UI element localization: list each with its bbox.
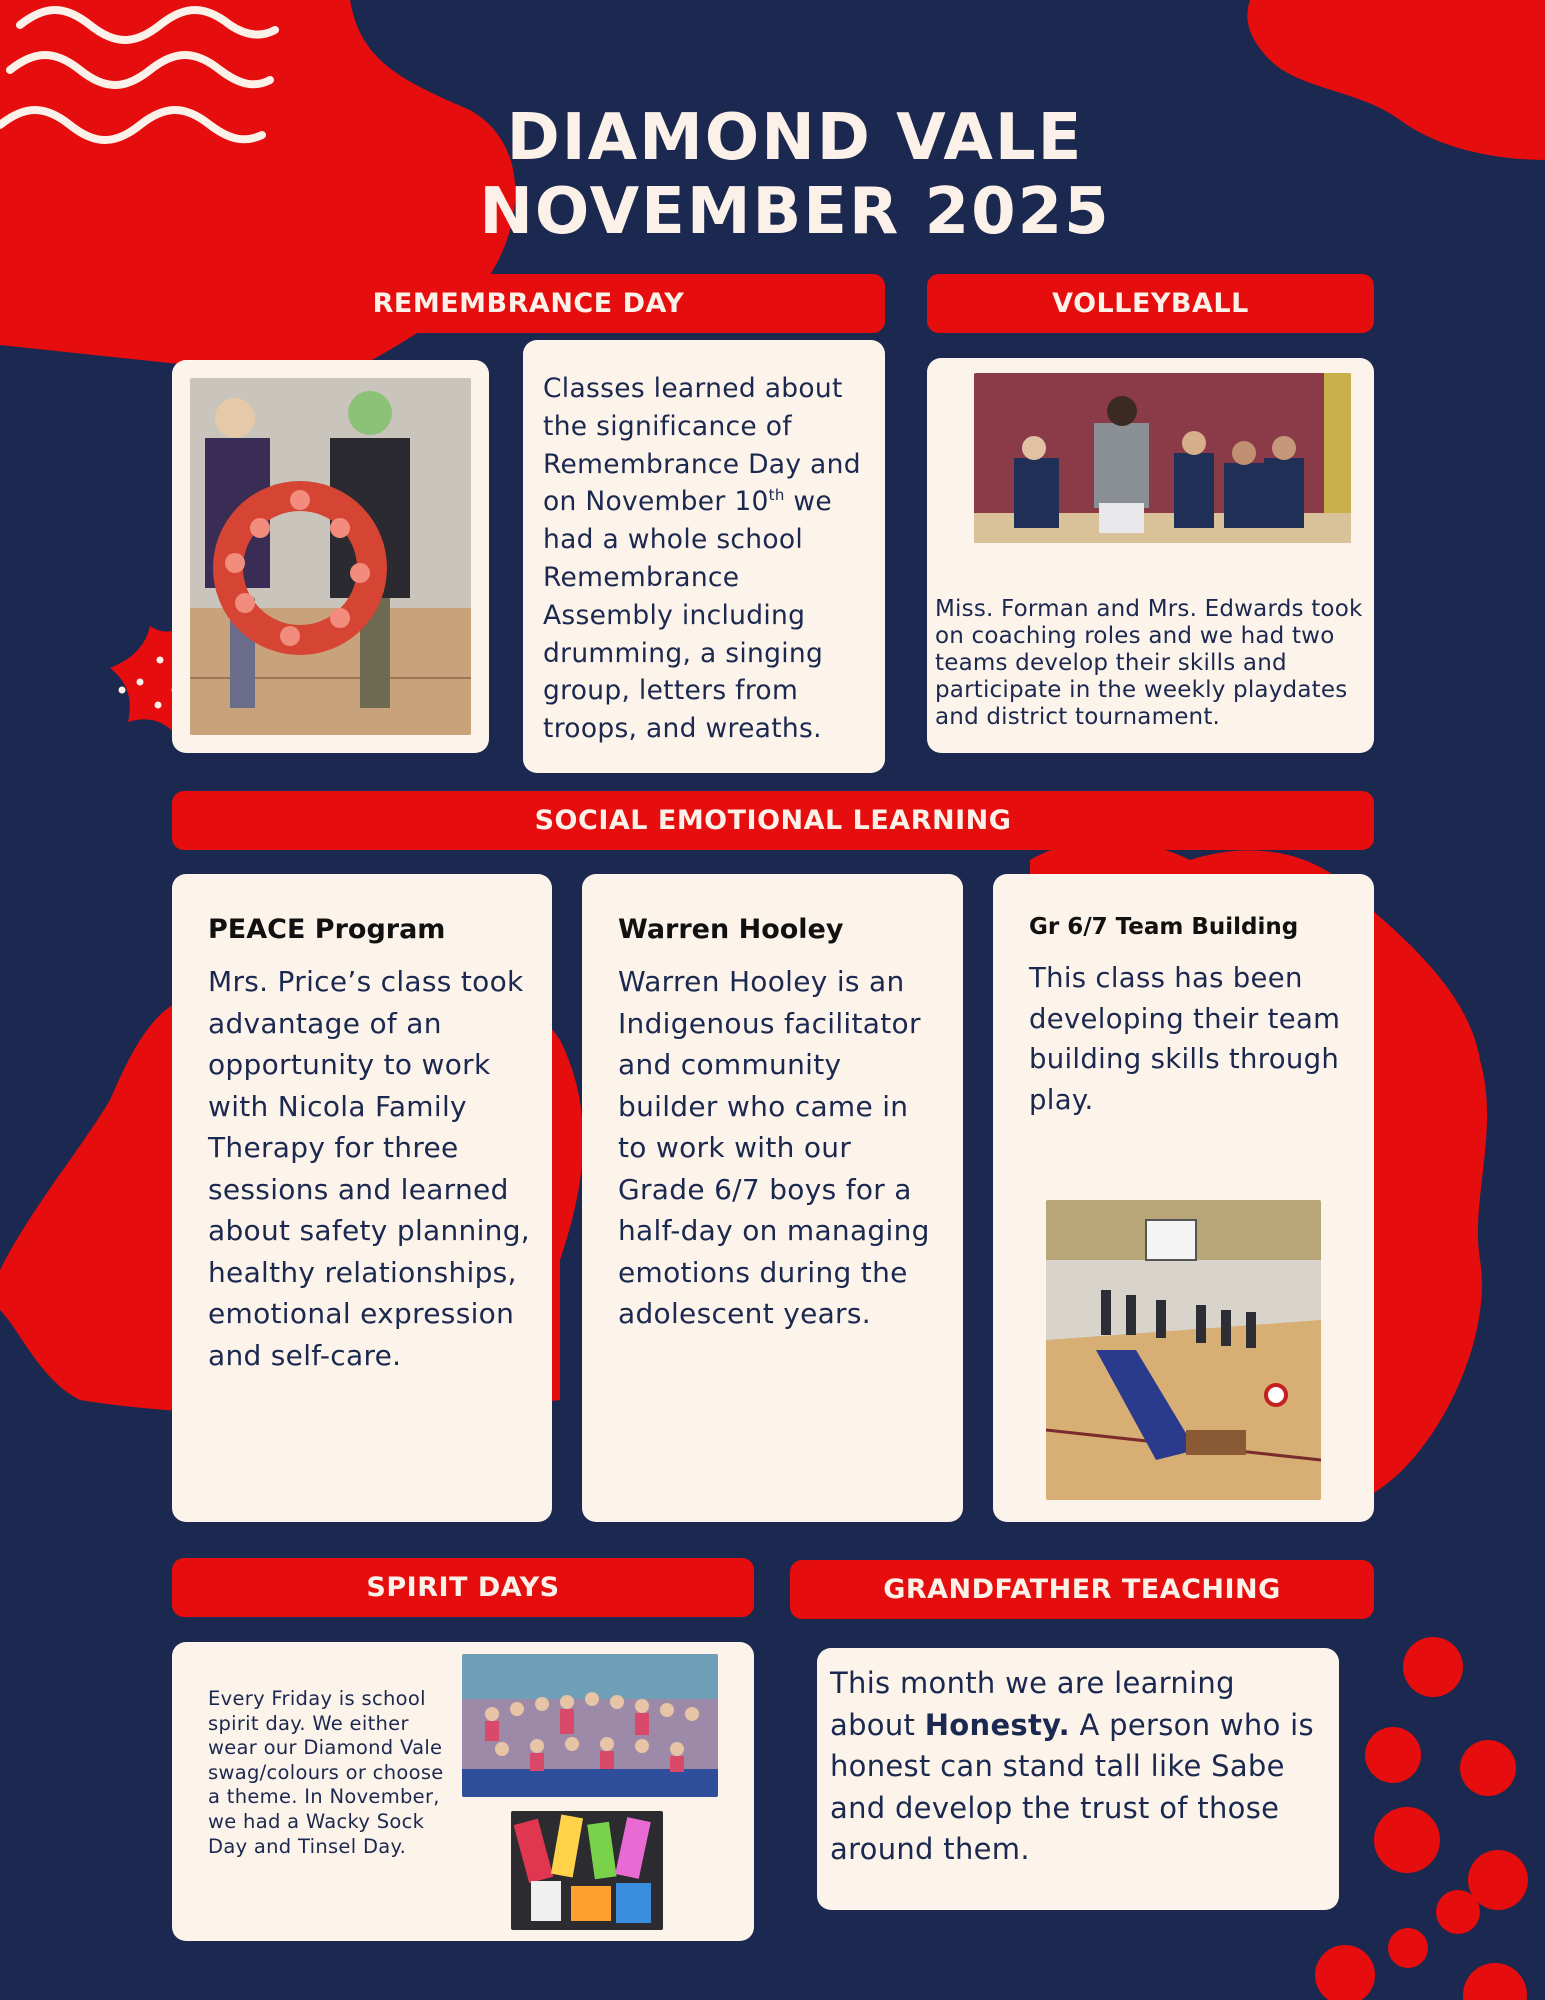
- volleyball-text: Miss. Forman and Mrs. Edwards took on coaching roles and we had two teams develop their skills and participate in the weekly playdates and district tournament.: [935, 596, 1363, 730]
- volleyball-banner: [927, 274, 1374, 333]
- spirit-days-banner-label: SPIRIT DAYS: [366, 1572, 560, 1603]
- spirit-group-photo: [462, 1654, 718, 1797]
- remembrance-photo: [190, 378, 471, 735]
- spirit-socks-photo: [511, 1811, 663, 1930]
- spirit-days-text: Every Friday is school spirit day. We either wear our Diamond Vale swag/colours or choose a theme. In November, we had a Wacky Sock Day and Tinsel Day.: [208, 1687, 444, 1858]
- grandfather-teaching-banner-label: GRANDFATHER TEACHING: [883, 1574, 1281, 1605]
- grandfather-teaching-banner: [790, 1560, 1374, 1619]
- page-title-line2: NOVEMBER 2025: [479, 175, 1111, 249]
- volleyball-photo: [974, 373, 1351, 543]
- grandfather-teaching-card: [817, 1648, 1339, 1910]
- volleyball-banner-label: VOLLEYBALL: [1052, 288, 1249, 319]
- warren-hooley-body: Warren Hooley is an Indigenous facilitator and community builder who came in to work with our Grade 6/7 boys for a half-day on managing emotions during the adolescent years.: [618, 965, 930, 1330]
- grandfather-teaching-text: This month we are learning about Honesty. A person who is honest can stand tall like Sabe and develop the trust of those around them.: [830, 1666, 1314, 1866]
- peace-program-body: Mrs. Price’s class took advantage of an opportunity to work with Nicola Family Therapy for three sessions and learned about safety planning, healthy relationships, emotional expression and self-care.: [208, 965, 530, 1372]
- volleyball-card: [927, 358, 1374, 753]
- team-building-body: This class has been developing their team building skills through play.: [1029, 962, 1341, 1116]
- sel-banner-label: SOCIAL EMOTIONAL LEARNING: [534, 805, 1012, 836]
- remembrance-banner-label: REMEMBRANCE DAY: [372, 288, 685, 319]
- honesty-keyword: Honesty.: [924, 1707, 1070, 1742]
- ordinal-suffix: th: [768, 486, 785, 505]
- team-building-card: [993, 874, 1374, 1522]
- spirit-days-banner: [172, 1558, 754, 1617]
- peace-program-card: [172, 874, 552, 1522]
- peace-program-title: PEACE Program: [208, 914, 446, 945]
- remembrance-text: Classes learned about the significance of Remembrance Day and on November 10th we had a whole school Remembrance Assembly including drumming, a singing group, letters from troops, and wreaths.: [543, 373, 861, 745]
- team-building-photo: [1046, 1200, 1321, 1500]
- team-building-title: Gr 6/7 Team Building: [1029, 914, 1299, 940]
- spirit-days-card: [172, 1642, 754, 1941]
- remembrance-banner: [172, 274, 885, 333]
- remembrance-photo-card: [172, 360, 489, 753]
- warren-hooley-card: [582, 874, 963, 1522]
- warren-hooley-title: Warren Hooley: [618, 914, 844, 945]
- page-title-line1: DIAMOND VALE: [506, 101, 1084, 175]
- sel-banner: [172, 791, 1374, 850]
- remembrance-text-card: [523, 340, 885, 773]
